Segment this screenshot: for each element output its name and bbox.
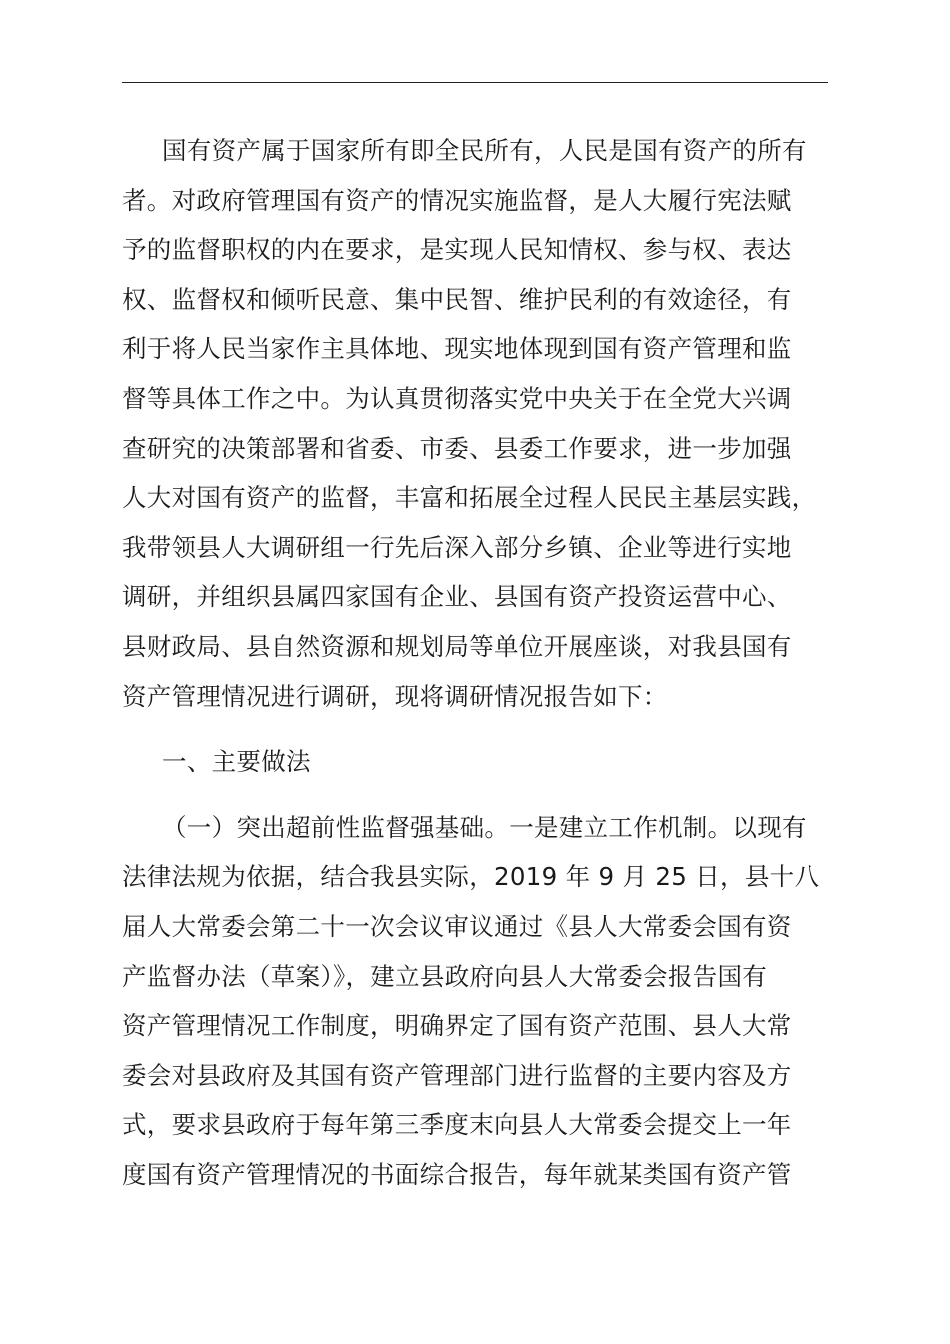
text-line: 利于将人民当家作主具体地、现实地体现到国有资产管理和监 <box>122 334 792 364</box>
text-line: 产监督办法（草案）》，建立县政府向县人大常委会报告国有 <box>122 961 768 991</box>
text-line: 委会对县政府及其国有资产管理部门进行监督的主要内容及方 <box>122 1060 792 1090</box>
text-line: 查研究的决策部署和省委、市委、县委工作要求，进一步加强 <box>122 433 792 463</box>
paragraph-practices <box>122 803 834 1200</box>
paragraph-intro <box>122 126 834 721</box>
text-line: 资产管理情况进行调研，现将调研情况报告如下： <box>122 681 668 711</box>
header-rule <box>122 82 828 83</box>
text-line: 者。对政府管理国有资产的情况实施监督，是人大履行宪法赋 <box>122 185 792 215</box>
text-line: 法律法规为依据，结合我县实际，2019 年 9 月 25 日，县十八 <box>122 862 820 892</box>
text-line: 我带领县人大调研组一行先后深入部分乡镇、企业等进行实地 <box>122 532 792 562</box>
section-heading: 一、主要做法 <box>162 747 311 777</box>
text-line: 予的监督职权的内在要求，是实现人民知情权、参与权、表达 <box>122 235 792 265</box>
text-line: 度国有资产管理情况的书面综合报告，每年就某类国有资产管 <box>122 1159 792 1189</box>
text-line: 县财政局、县自然资源和规划局等单位开展座谈，对我县国有 <box>122 631 792 661</box>
text-line: 资产管理情况工作制度，明确界定了国有资产范围、县人大常 <box>122 1011 792 1041</box>
text-line: 式，要求县政府于每年第三季度末向县人大常委会提交上一年 <box>122 1110 792 1140</box>
text-line: 调研，并组织县属四家国有企业、县国有资产投资运营中心、 <box>122 582 792 612</box>
text-line: 届人大常委会第二十一次会议审议通过《县人大常委会国有资 <box>122 911 792 941</box>
text-line: 权、监督权和倾听民意、集中民智、维护民利的有效途径，有 <box>122 284 792 314</box>
text-line: 人大对国有资产的监督，丰富和拓展全过程人民民主基层实践， <box>122 483 817 513</box>
text-line: 督等具体工作之中。为认真贯彻落实党中央关于在全党大兴调 <box>122 383 792 413</box>
text-line: （一）突出超前性监督强基础。一是建立工作机制。以现有 <box>162 812 807 842</box>
body-text <box>122 126 834 1199</box>
text-line: 国有资产属于国家所有即全民所有，人民是国有资产的所有 <box>162 136 807 165</box>
